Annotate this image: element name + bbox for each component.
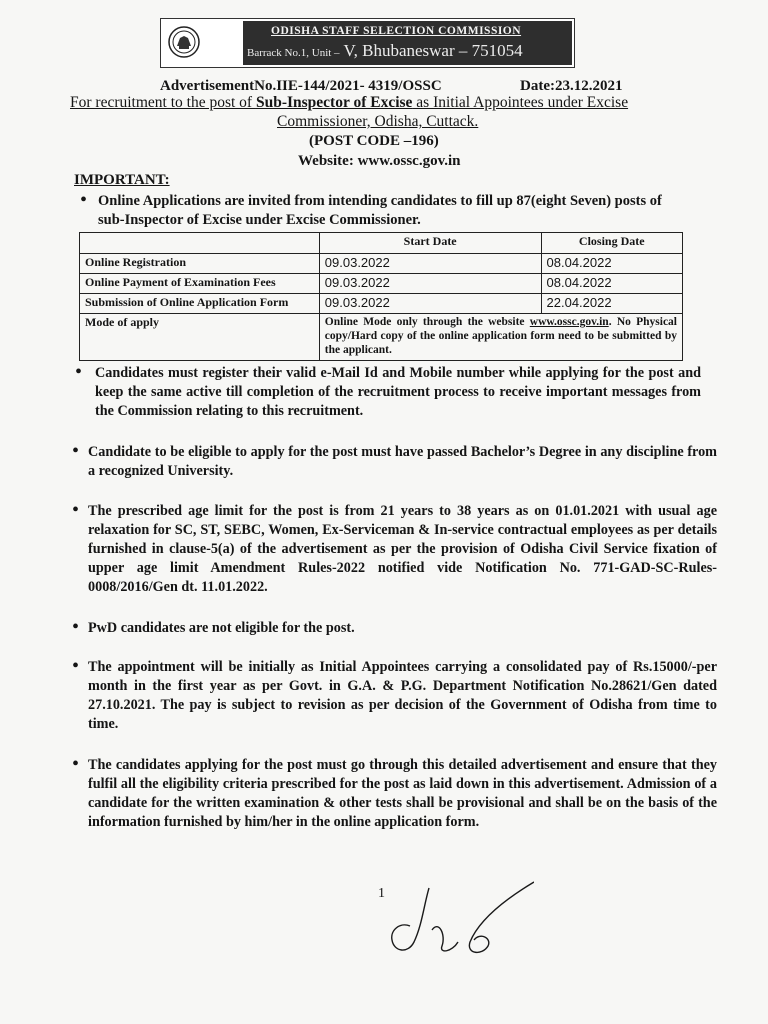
point-ensure-eligibility: The candidates applying for the post must go through this detailed advertisement and ensure that they fulfil all the eligibility criteria prescribed for the post as laid down in this advertisement. Admission of a candidate for the written examination & other tests shall be provisional and shall be on the basis of the information furnished by him/her in the online application form. [88,757,717,830]
advertisement-date: Date:23.12.2021 [520,78,623,94]
point-eligibility: Candidate to be eligible to apply for the post must have passed Bachelor’s Degree in any discipline from a recognized University. [88,444,717,479]
row-label: Submission of Online Application Form [80,294,320,314]
bullet-icon: • [80,189,88,211]
recruitment-line-1 [70,94,628,112]
table-row [80,274,683,294]
table-header-cell [80,233,320,254]
mode-text-pre: Online Mode only through the website [324,316,530,328]
schedule-table [79,232,683,361]
table-header-cell: Start Date [319,233,541,254]
website-line: Website: www.ossc.gov.in [298,153,461,169]
table-header-row [80,233,683,254]
bullet-icon: • [72,616,80,638]
mode-of-apply-text [319,314,682,361]
bullet-icon: • [72,753,80,775]
mode-text-post: . No Physical copy/Hard copy of the online application form need to be submitted by the applicant. [324,316,677,356]
recruitment-pre: For recruitment to the post of [70,94,256,111]
row-label: Online Registration [80,254,320,274]
start-date: 09.03.2022 [319,254,541,274]
page-number: 1 [378,886,385,901]
website-link[interactable]: www.ossc.gov.in [529,316,609,328]
table-row [80,314,683,361]
row-label: Online Payment of Examination Fees [80,274,320,294]
closing-date: 22.04.2022 [541,294,682,314]
start-date: 09.03.2022 [319,274,541,294]
org-address [247,41,523,61]
bullet-icon: • [72,655,80,677]
address-large: V, Bhubaneswar – 751054 [343,41,523,60]
recruitment-rest: as Initial Appointees under Excise [412,94,629,111]
important-heading: IMPORTANT: [74,172,170,188]
closing-date: 08.04.2022 [541,274,682,294]
table-header-cell: Closing Date [541,233,682,254]
recruitment-line-2: Commissioner, Odisha, Cuttack. [277,113,479,130]
intro-line-2: sub-Inspector of Excise under Excise Commissioner. [98,212,421,228]
bullet-icon: • [72,499,80,521]
row-label: Mode of apply [80,314,320,361]
post-code: (POST CODE –196) [309,133,439,149]
header-banner [160,18,575,68]
bullet-icon: • [72,440,80,462]
point-pwd: PwD candidates are not eligible for the post. [88,620,355,636]
closing-date: 08.04.2022 [541,254,682,274]
emblem-icon [167,25,201,59]
point-pay: The appointment will be initially as Initial Appointees carrying a consolidated pay of Rs.15000/-per month in the first year as per Govt. in G.A. & P.G. Department Notification No.28621/Gen dated 27.10.2021. The pay is subject to revision as per decision of the Government of Odisha from time to time. [88,659,717,732]
table-row [80,294,683,314]
signature-icon [384,880,534,970]
post-name: Sub-Inspector of Excise [255,94,413,111]
org-name: ODISHA STAFF SELECTION COMMISSION [271,25,522,37]
bullet-icon: • [75,361,83,383]
address-small: Barrack No.1, Unit – [247,47,340,59]
intro-line-1: Online Applications are invited from intending candidates to fill up 87(eight Seven) posts of [98,193,662,209]
start-date: 09.03.2022 [319,294,541,314]
point-age-limit: The prescribed age limit for the post is from 21 years to 38 years as on 01.01.2021 with usual age relaxation for SC, ST, SEBC, Women, Ex-Serviceman & In-service contractual employees as per details furnished in clause-5(a) of the advertisement as per the provision of Odisha Civil Service fixation of upper age limit Amendment Rules-2022 notified vide Notification No. 771-GAD-SC-Rules-0008/2016/Gen dt. 11.01.2022. [88,503,717,595]
point-registration: Candidates must register their valid e-Mail Id and Mobile number while applying for the post and keep the same active till completion of the recruitment process to receive important messages from the Commission relating to this recruitment. [95,365,701,419]
advertisement-number: AdvertisementNo.IIE-144/2021- 4319/OSSC [160,78,442,94]
table-row [80,254,683,274]
